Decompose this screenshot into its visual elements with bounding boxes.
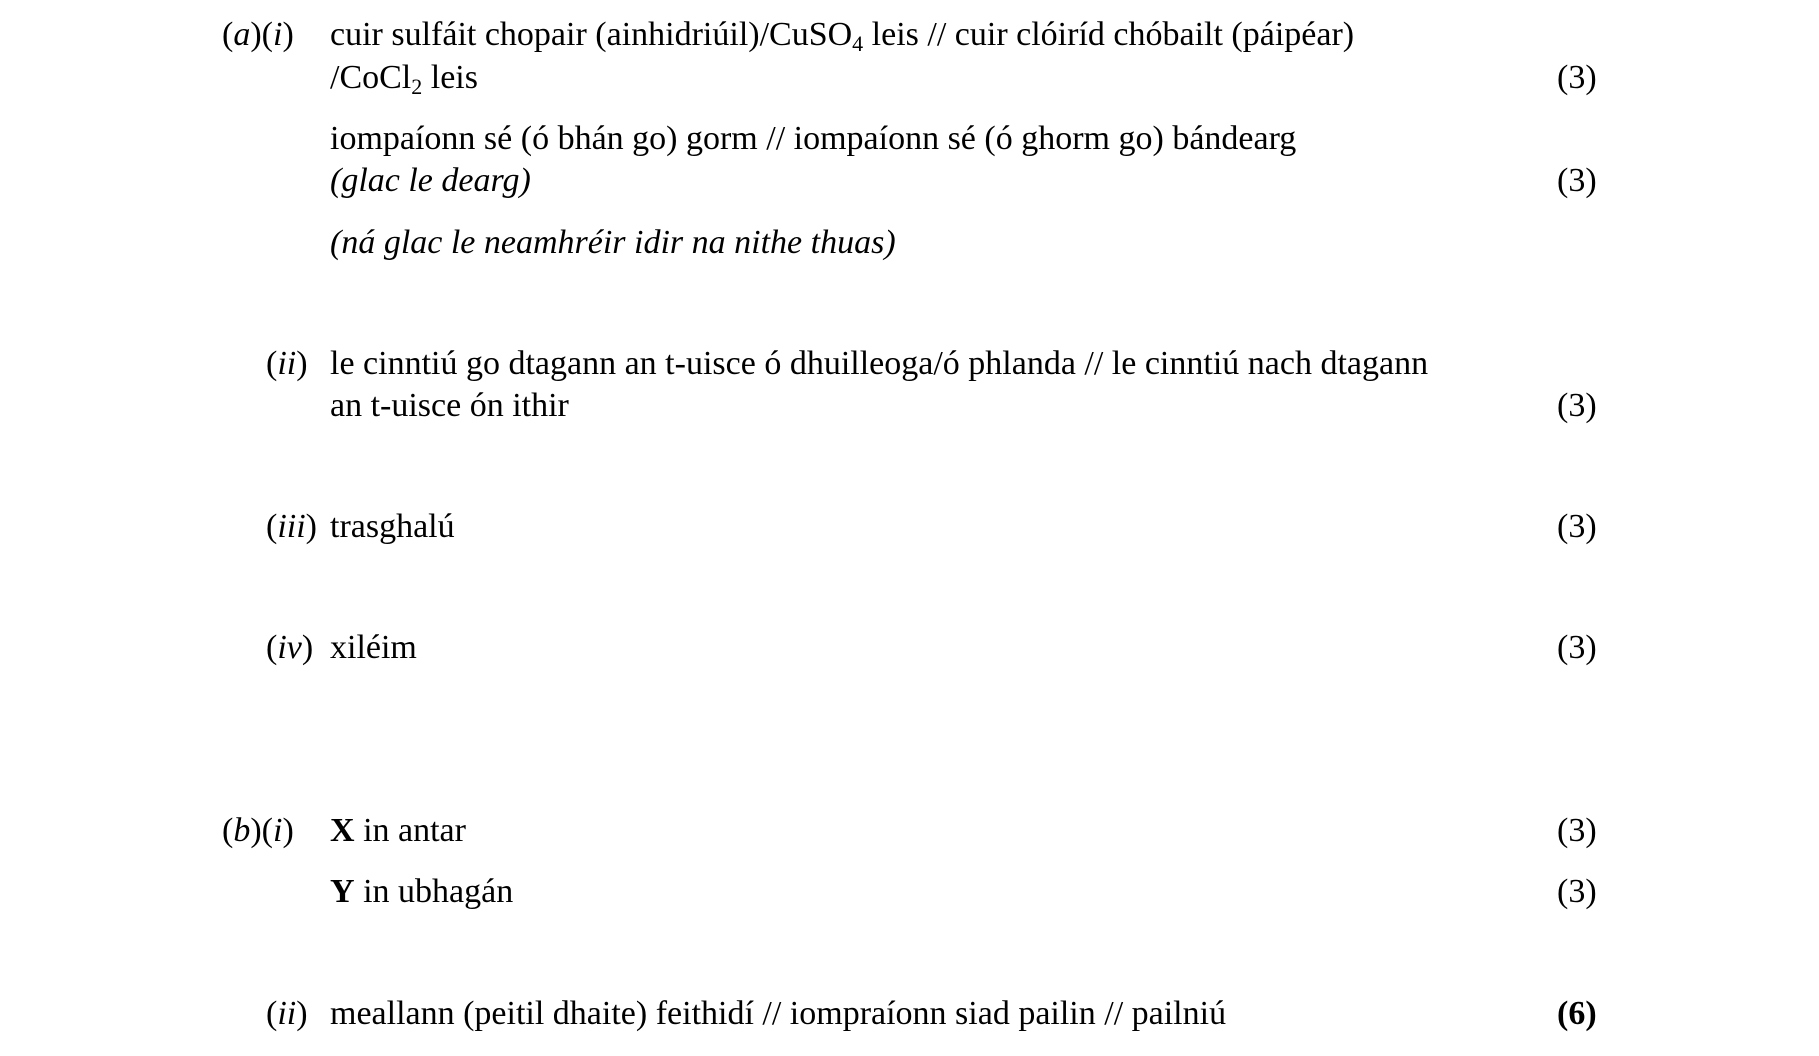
answer-a-i-line1 (330, 15, 1354, 55)
label-iv: iv (277, 629, 302, 666)
subscript: 2 (411, 74, 423, 99)
question-label-b-i: (b)(i) (222, 812, 294, 849)
label-y: Y (330, 873, 355, 910)
mark-b-i-y: (3) (1557, 873, 1597, 910)
mark-b-i-x: (3) (1557, 812, 1597, 849)
text: cuir sulfáit chopair (ainhidriúil)/CuSO (330, 16, 853, 53)
question-label-b-ii: (ii) (266, 995, 308, 1032)
label-iii: iii (277, 508, 306, 545)
answer-a-iv: xiléim (330, 629, 417, 666)
text: in ubhagán (354, 873, 514, 910)
mark-a-i-1: (3) (1557, 59, 1597, 96)
mark-a-ii: (3) (1557, 387, 1597, 424)
label-ii: ii (277, 995, 297, 1032)
mark-a-iii: (3) (1557, 508, 1597, 545)
answer-a-i-line4: (glac le dearg) (330, 162, 531, 199)
mark-a-i-2: (3) (1557, 162, 1597, 199)
text: /CoCl (330, 59, 412, 96)
text: leis // cuir clóiríd chóbailt (páipéar) (863, 16, 1355, 53)
label-a: a (233, 16, 251, 53)
question-label-a-iii: (iii) (266, 508, 317, 545)
answer-a-i-line3: iompaíonn sé (ó bhán go) gorm // iompaíonn sé (ó ghorm go) bándearg (330, 120, 1297, 157)
answer-b-i-x (330, 811, 466, 851)
mark-a-iv: (3) (1557, 629, 1597, 666)
mark-b-ii: (6) (1557, 995, 1597, 1032)
marking-note: (ná glac le neamhréir idir na nithe thuas) (330, 224, 896, 261)
label-b: b (233, 812, 251, 849)
answer-b-i-y (330, 872, 513, 912)
label-x: X (330, 812, 355, 849)
answer-a-iii: trasghalú (330, 508, 455, 545)
question-label-a-iv: (iv) (266, 629, 314, 666)
text: leis (422, 59, 478, 96)
answer-b-ii: meallann (peitil dhaite) feithidí // iompraíonn siad pailin // pailniú (330, 995, 1227, 1032)
label-i: i (272, 16, 283, 53)
answer-a-ii-line1: le cinntiú go dtagann an t-uisce ó dhuilleoga/ó phlanda // le cinntiú nach dtagann (330, 345, 1429, 382)
label-i: i (272, 812, 283, 849)
question-label-a-i: (a)(i) (222, 16, 294, 53)
label-ii: ii (277, 345, 297, 382)
subscript: 4 (852, 31, 864, 56)
answer-a-ii-line2: an t-uisce ón ithir (330, 387, 569, 424)
question-label-a-ii: (ii) (266, 345, 308, 382)
text: in antar (354, 812, 466, 849)
answer-a-i-line2 (330, 58, 478, 98)
